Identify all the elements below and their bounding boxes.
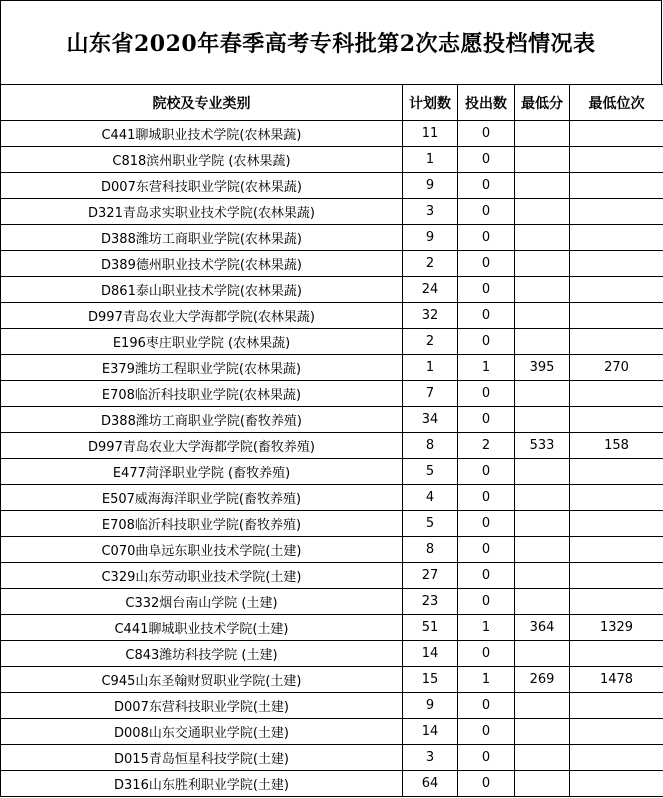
cell-out: 0: [458, 277, 515, 303]
table-row: [1, 251, 663, 277]
table-row: [1, 563, 663, 589]
table-row: [1, 745, 663, 771]
cell-name: C329山东劳动职业技术学院(土建): [1, 563, 403, 589]
cell-plan: 2: [403, 251, 458, 277]
cell-out: 0: [458, 719, 515, 745]
cell-out: 1: [458, 667, 515, 693]
cell-out: 0: [458, 199, 515, 225]
cell-rank: 270: [570, 355, 663, 381]
sheet-title: 山东省2020年春季高考专科批第2次志愿投档情况表: [0, 0, 662, 84]
table-row: [1, 511, 663, 537]
cell-plan: 1: [403, 147, 458, 173]
cell-rank: [570, 537, 663, 563]
cell-out: 0: [458, 537, 515, 563]
cell-min: [515, 277, 570, 303]
cell-rank: [570, 147, 663, 173]
cell-min: [515, 641, 570, 667]
cell-rank: [570, 641, 663, 667]
cell-name: E708临沂科技职业学院(农林果蔬): [1, 381, 403, 407]
header-plan: 计划数: [403, 85, 458, 121]
header-name: 院校及专业类别: [1, 85, 403, 121]
header-row: [1, 85, 663, 121]
table-row: [1, 121, 663, 147]
cell-name: E507威海海洋职业学院(畜牧养殖): [1, 485, 403, 511]
cell-name: E477菏泽职业学院 (畜牧养殖): [1, 459, 403, 485]
cell-min: [515, 511, 570, 537]
table-row: [1, 459, 663, 485]
cell-min: [515, 147, 570, 173]
cell-plan: 8: [403, 433, 458, 459]
cell-rank: [570, 173, 663, 199]
cell-rank: 1478: [570, 667, 663, 693]
cell-plan: 1: [403, 355, 458, 381]
cell-out: 0: [458, 303, 515, 329]
table-row: [1, 303, 663, 329]
cell-rank: [570, 511, 663, 537]
cell-plan: 9: [403, 693, 458, 719]
table-row: [1, 771, 663, 797]
cell-min: [515, 381, 570, 407]
cell-name: D007东营科技职业学院(土建): [1, 693, 403, 719]
cell-name: E196枣庄职业学院 (农林果蔬): [1, 329, 403, 355]
cell-rank: [570, 225, 663, 251]
cell-plan: 8: [403, 537, 458, 563]
cell-min: [515, 485, 570, 511]
header-rank: 最低位次: [570, 85, 663, 121]
cell-rank: 1329: [570, 615, 663, 641]
cell-name: E708临沂科技职业学院(畜牧养殖): [1, 511, 403, 537]
cell-out: 0: [458, 251, 515, 277]
cell-plan: 23: [403, 589, 458, 615]
cell-plan: 24: [403, 277, 458, 303]
cell-min: [515, 199, 570, 225]
cell-name: D997青岛农业大学海都学院(畜牧养殖): [1, 433, 403, 459]
cell-rank: [570, 771, 663, 797]
cell-rank: [570, 485, 663, 511]
cell-plan: 5: [403, 459, 458, 485]
cell-plan: 7: [403, 381, 458, 407]
cell-out: 0: [458, 693, 515, 719]
cell-out: 0: [458, 147, 515, 173]
cell-out: 1: [458, 615, 515, 641]
cell-plan: 51: [403, 615, 458, 641]
cell-name: C818滨州职业学院 (农林果蔬): [1, 147, 403, 173]
cell-min: [515, 173, 570, 199]
cell-min: [515, 225, 570, 251]
cell-plan: 4: [403, 485, 458, 511]
cell-plan: 14: [403, 719, 458, 745]
cell-min: [515, 407, 570, 433]
cell-min: [515, 745, 570, 771]
cell-out: 0: [458, 745, 515, 771]
cell-out: 2: [458, 433, 515, 459]
cell-plan: 3: [403, 199, 458, 225]
cell-name: D388潍坊工商职业学院(农林果蔬): [1, 225, 403, 251]
table-row: [1, 355, 663, 381]
cell-rank: [570, 251, 663, 277]
cell-min: 269: [515, 667, 570, 693]
cell-out: 0: [458, 485, 515, 511]
cell-plan: 64: [403, 771, 458, 797]
cell-rank: [570, 563, 663, 589]
cell-name: E379潍坊工程职业学院(农林果蔬): [1, 355, 403, 381]
cell-name: D015青岛恒星科技学院(土建): [1, 745, 403, 771]
cell-out: 1: [458, 355, 515, 381]
admission-table: [0, 84, 663, 797]
cell-rank: [570, 589, 663, 615]
cell-rank: [570, 199, 663, 225]
table-row: [1, 407, 663, 433]
cell-name: D316山东胜利职业学院(土建): [1, 771, 403, 797]
cell-out: 0: [458, 641, 515, 667]
cell-rank: [570, 745, 663, 771]
cell-plan: 9: [403, 225, 458, 251]
cell-plan: 9: [403, 173, 458, 199]
cell-min: [515, 771, 570, 797]
cell-min: [515, 537, 570, 563]
cell-out: 0: [458, 771, 515, 797]
cell-rank: [570, 381, 663, 407]
cell-min: [515, 329, 570, 355]
cell-min: [515, 589, 570, 615]
cell-rank: [570, 407, 663, 433]
cell-plan: 5: [403, 511, 458, 537]
cell-min: [515, 251, 570, 277]
cell-out: 0: [458, 407, 515, 433]
cell-plan: 34: [403, 407, 458, 433]
cell-name: D861泰山职业技术学院(农林果蔬): [1, 277, 403, 303]
cell-rank: [570, 329, 663, 355]
table-row: [1, 667, 663, 693]
table-row: [1, 589, 663, 615]
cell-name: C945山东圣翰财贸职业学院(土建): [1, 667, 403, 693]
cell-plan: 11: [403, 121, 458, 147]
cell-min: [515, 303, 570, 329]
cell-plan: 3: [403, 745, 458, 771]
table-row: [1, 147, 663, 173]
cell-plan: 15: [403, 667, 458, 693]
cell-min: [515, 121, 570, 147]
cell-min: 533: [515, 433, 570, 459]
cell-rank: [570, 277, 663, 303]
cell-plan: 14: [403, 641, 458, 667]
cell-min: [515, 693, 570, 719]
cell-out: 0: [458, 121, 515, 147]
table-row: [1, 641, 663, 667]
table-row: [1, 615, 663, 641]
cell-plan: 27: [403, 563, 458, 589]
cell-rank: [570, 121, 663, 147]
table-row: [1, 381, 663, 407]
cell-plan: 2: [403, 329, 458, 355]
cell-out: 0: [458, 173, 515, 199]
cell-name: D389德州职业技术学院(农林果蔬): [1, 251, 403, 277]
cell-name: C441聊城职业技术学院(农林果蔬): [1, 121, 403, 147]
table-row: [1, 485, 663, 511]
cell-out: 0: [458, 329, 515, 355]
cell-out: 0: [458, 563, 515, 589]
cell-rank: [570, 719, 663, 745]
table-row: [1, 693, 663, 719]
cell-name: D997青岛农业大学海都学院(农林果蔬): [1, 303, 403, 329]
cell-out: 0: [458, 459, 515, 485]
cell-name: D321青岛求实职业技术学院(农林果蔬): [1, 199, 403, 225]
cell-out: 0: [458, 511, 515, 537]
table-row: [1, 719, 663, 745]
cell-name: D007东营科技职业学院(农林果蔬): [1, 173, 403, 199]
cell-plan: 32: [403, 303, 458, 329]
cell-min: [515, 563, 570, 589]
cell-min: [515, 459, 570, 485]
cell-min: 395: [515, 355, 570, 381]
cell-out: 0: [458, 589, 515, 615]
cell-name: D388潍坊工商职业学院(畜牧养殖): [1, 407, 403, 433]
cell-min: 364: [515, 615, 570, 641]
table-row: [1, 537, 663, 563]
cell-out: 0: [458, 381, 515, 407]
cell-rank: 158: [570, 433, 663, 459]
cell-out: 0: [458, 225, 515, 251]
cell-min: [515, 719, 570, 745]
table-row: [1, 225, 663, 251]
cell-name: D008山东交通职业学院(土建): [1, 719, 403, 745]
cell-rank: [570, 693, 663, 719]
table-row: [1, 277, 663, 303]
header-min: 最低分: [515, 85, 570, 121]
cell-name: C843潍坊科技学院 (土建): [1, 641, 403, 667]
cell-rank: [570, 303, 663, 329]
cell-name: C070曲阜远东职业技术学院(土建): [1, 537, 403, 563]
table-row: [1, 329, 663, 355]
table-row: [1, 173, 663, 199]
header-out: 投出数: [458, 85, 515, 121]
table-row: [1, 433, 663, 459]
cell-name: C332烟台南山学院 (土建): [1, 589, 403, 615]
cell-rank: [570, 459, 663, 485]
table-row: [1, 199, 663, 225]
cell-name: C441聊城职业技术学院(土建): [1, 615, 403, 641]
